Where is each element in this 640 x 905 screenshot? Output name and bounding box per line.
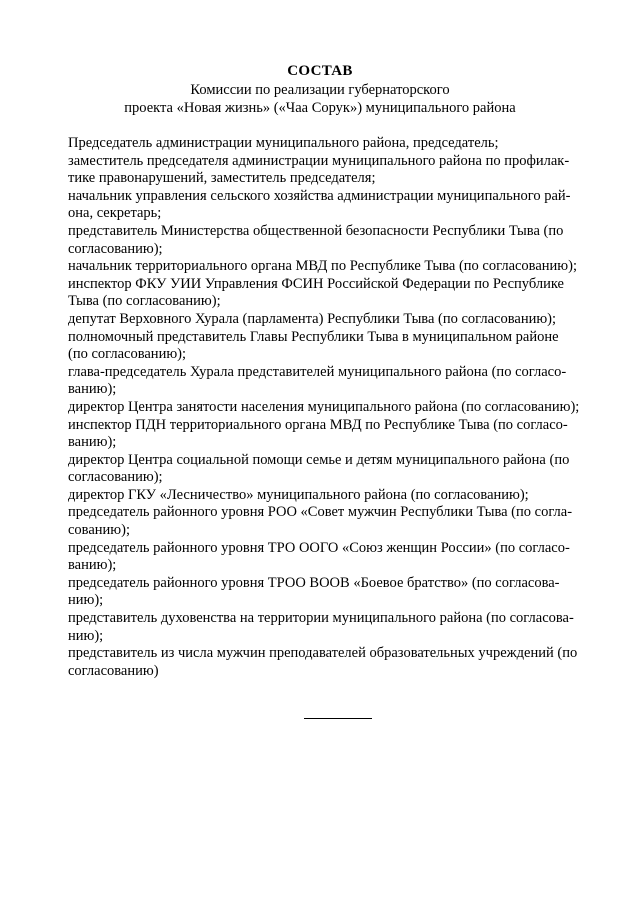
member-item: [68, 575, 608, 610]
member-item: [68, 504, 608, 539]
member-line: инспектор ПДН территориального органа МВД по Республике Тыва (по согласо-: [68, 416, 568, 433]
member-line: она, секретарь;: [68, 205, 162, 222]
member-item: [68, 329, 608, 364]
member-line: согласованию): [68, 662, 159, 679]
member-line: представитель Министерства общественной безопасности Республики Тыва (по: [68, 222, 564, 239]
member-line: Тыва (по согласованию);: [68, 293, 221, 310]
member-line: депутат Верховного Хурала (парламента) Республики Тыва (по согласованию);: [68, 310, 557, 327]
member-item: [68, 399, 608, 417]
member-item: [68, 645, 608, 680]
member-line: Председатель администрации муниципального района, председатель;: [68, 135, 499, 151]
member-line: директор Центра занятости населения муниципального района (по согласованию);: [68, 398, 580, 415]
document-heading: [0, 62, 640, 117]
member-line: председатель районного уровня РОО «Совет мужчин Республики Тыва (по согла-: [68, 504, 573, 521]
member-line: заместитель председателя администрации муниципального района по профилак-: [68, 152, 570, 169]
member-line: нию);: [68, 592, 104, 609]
member-line: представитель духовенства на территории муниципального района (по согласова-: [68, 610, 574, 627]
member-item: [68, 540, 608, 575]
member-item: [68, 610, 608, 645]
member-line: согласованию);: [68, 469, 163, 486]
member-line: (по согласованию);: [68, 346, 187, 363]
member-item: [68, 364, 608, 399]
member-line: согласованию);: [68, 240, 163, 257]
member-item: [68, 135, 608, 153]
member-item: [68, 276, 608, 311]
member-line: глава-председатель Хурала представителей муниципального района (по согласо-: [68, 363, 567, 380]
document-subtitle-line: проекта «Новая жизнь» («Чаа Сорук») муниципального района: [124, 100, 516, 116]
member-line: инспектор ФКУ УИИ Управления ФСИН Российской Федерации по Республике: [68, 275, 564, 292]
closing-rule: [304, 718, 372, 719]
member-line: ванию);: [68, 434, 117, 451]
member-line: директор Центра социальной помощи семье и детям муниципального района (по: [68, 451, 570, 468]
member-line: тике правонарушений, заместитель председателя;: [68, 170, 376, 187]
member-line: начальник территориального органа МВД по Республике Тыва (по согласованию);: [68, 258, 577, 275]
member-line: нию);: [68, 627, 104, 644]
member-line: представитель из числа мужчин преподавателей образовательных учреждений (по: [68, 645, 578, 662]
member-line: председатель районного уровня ТРО ООГО «Союз женщин России» (по согласо-: [68, 539, 570, 556]
member-line: директор ГКУ «Лесничество» муниципального района (по согласованию);: [68, 486, 529, 503]
member-line: ванию);: [68, 381, 117, 398]
member-item: [68, 311, 608, 329]
members-list: [68, 135, 608, 680]
member-line: начальник управления сельского хозяйства администрации муниципального рай-: [68, 187, 571, 204]
member-item: [68, 223, 608, 258]
member-line: ванию);: [68, 557, 117, 574]
member-item: [68, 188, 608, 223]
member-line: сованию);: [68, 522, 130, 539]
member-item: [68, 258, 608, 276]
document-subtitle-line: Комиссии по реализации губернаторского: [190, 82, 450, 98]
member-item: [68, 417, 608, 452]
member-line: председатель районного уровня ТРОО ВООВ «Боевое братство» (по согласова-: [68, 574, 560, 591]
member-item: [68, 487, 608, 505]
member-item: [68, 452, 608, 487]
member-line: полномочный представитель Главы Республики Тыва в муниципальном районе: [68, 328, 559, 345]
member-item: [68, 153, 608, 188]
document-title: СОСТАВ: [287, 63, 353, 79]
